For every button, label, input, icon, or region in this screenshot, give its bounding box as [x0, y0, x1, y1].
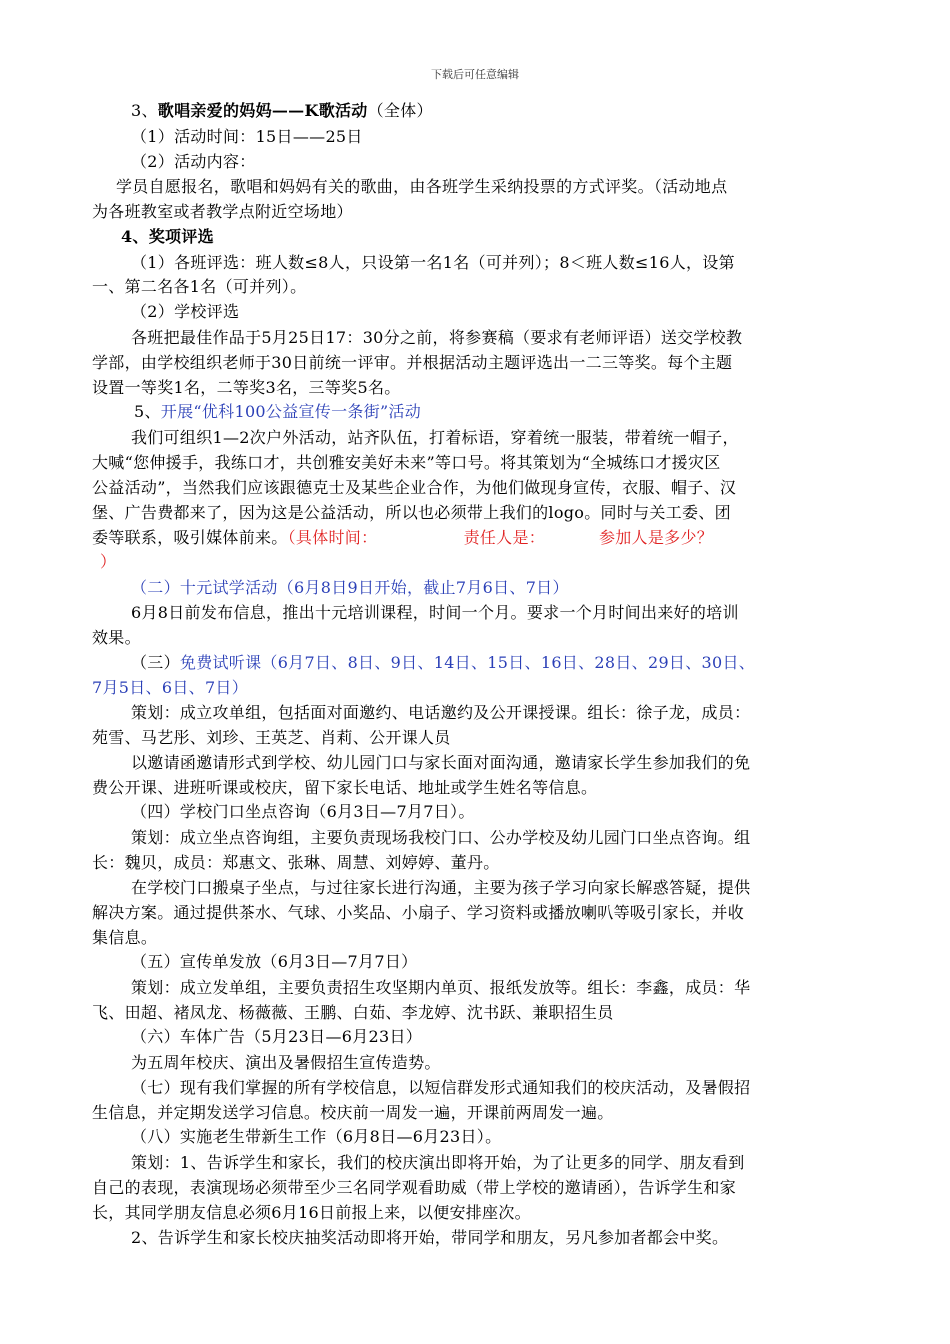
- text-segment: 一、第二名各1名（可并列）。: [92, 277, 307, 296]
- text-line: [131, 603, 739, 623]
- text-line: [131, 1127, 501, 1147]
- text-segment: 堡、广告费都来了，因为这是公益活动，所以也必须带上我们的logo。同时与关工委、团: [92, 503, 731, 522]
- text-line: [92, 1178, 736, 1198]
- text-segment: 学部，由学校组织老师于30日前统一评审。并根据活动主题评选出一二三等奖。每个主题: [92, 353, 733, 372]
- text-line: [131, 1053, 441, 1073]
- text-line: [131, 127, 363, 147]
- text-line: [92, 528, 713, 548]
- text-line: [131, 703, 750, 723]
- text-line: [131, 578, 569, 598]
- text-line: [92, 378, 401, 398]
- text-line: [131, 328, 742, 348]
- text-line: [131, 828, 750, 848]
- text-line: [131, 1228, 728, 1248]
- text-line: [131, 802, 475, 822]
- text-segment: （五）宣传单发放（6月3日—7月7日）: [131, 952, 418, 971]
- text-line: [92, 1103, 614, 1123]
- text-segment: （2）活动内容：: [131, 152, 256, 171]
- text-segment: 设置一等奖1名，二等奖3名，三等奖5名。: [92, 378, 401, 397]
- text-segment: 2、告诉学生和家长校庆抽奖活动即将开始，带同学和朋友，另凡参加者都会中奖。: [131, 1228, 729, 1247]
- text-segment: 开展“优科100公益宣传一条街”活动: [160, 402, 422, 421]
- text-segment: 集信息。: [92, 928, 158, 947]
- text-line: [92, 1203, 531, 1223]
- text-line: [92, 778, 597, 798]
- text-segment: 策划：成立坐点咨询组，主要负责现场我校门口、公办学校及幼儿园门口坐点咨询。组: [131, 828, 751, 847]
- text-segment: 公益活动”，当然我们应该跟德克士及某些企业合作，为他们做现身宣传，衣服、帽子、汉: [92, 478, 737, 497]
- text-line: [92, 277, 306, 297]
- text-segment: 我们可组织1—2次户外活动，站齐队伍，打着标语，穿着统一服装，带着统一帽子，: [131, 428, 739, 447]
- text-segment: 长：魏贝，成员：郑惠文、张琳、周慧、刘婷婷、董丹。: [92, 853, 500, 872]
- text-segment: 费公开课、进班听课或校庆，留下家长电话、地址或学生姓名等信息。: [92, 778, 598, 797]
- text-segment: 长，其同学朋友信息必须6月16日前报上来，以便安排座次。: [92, 1203, 531, 1222]
- text-line: [131, 101, 433, 121]
- page-header: 下载后可任意编辑: [431, 68, 519, 81]
- text-segment: 歌唱亲爱的妈妈——K歌活动: [157, 101, 368, 120]
- text-line: [131, 152, 256, 172]
- text-segment: （1）活动时间：15日——25日: [131, 127, 363, 146]
- text-line: [131, 952, 417, 972]
- text-line: [92, 353, 732, 373]
- text-segment: 4、奖项评选: [121, 227, 214, 246]
- text-segment: （四）学校门口坐点咨询（6月3日—7月7日）。: [131, 802, 475, 821]
- text-line: [131, 428, 739, 448]
- text-segment: 苑雪、马艺彤、刘珍、王英芝、肖莉、公开课人员: [92, 728, 451, 747]
- text-segment: 为各班教室或者教学点附近空场地）: [92, 202, 353, 221]
- text-segment: 6月8日前发布信息，推出十元培训课程，时间一个月。要求一个月时间出来好的培训: [131, 603, 739, 622]
- text-segment: 策划：成立发单组，主要负责招生攻坚期内单页、报纸发放等。组长：李鑫，成员：华: [131, 978, 751, 997]
- text-segment: 策划：成立攻单组，包括面对面邀约、电话邀约及公开课授课。组长：徐子龙，成员：: [131, 703, 751, 722]
- text-segment: 解决方案。通过提供茶水、气球、小奖品、小扇子、学习资料或播放喇叭等吸引家长，并收: [92, 903, 745, 922]
- text-line: [92, 928, 157, 948]
- text-line: [92, 628, 141, 648]
- text-segment: 在学校门口搬桌子坐点，与过往家长进行沟通，主要为孩子学习向家长解惑答疑，提供: [131, 878, 751, 897]
- text-segment: 自己的表现，表演现场必须带至少三名同学观看助威（带上学校的邀请函），告诉学生和家: [92, 1178, 737, 1197]
- text-segment: 效果。: [92, 628, 141, 647]
- text-line: [134, 402, 421, 422]
- text-segment: 生信息，并定期发送学习信息。校庆前一周发一遍，开课前两周发一遍。: [92, 1103, 614, 1122]
- text-line: [92, 453, 721, 473]
- text-segment: 7月5日、6日、7日）: [92, 678, 249, 697]
- text-segment: 3、: [131, 101, 158, 120]
- text-segment: （六）车体广告（5月23日—6月23日）: [131, 1027, 423, 1046]
- text-segment: （七）现有我们掌握的所有学校信息，以短信群发形式通知我们的校庆活动，及暑假招: [131, 1078, 751, 1097]
- text-line: [131, 302, 239, 322]
- text-segment: 免费试听课（6月7日、8日、9日、14日、15日、16日、28日、29日、30日、: [179, 653, 756, 672]
- text-line: [131, 253, 735, 273]
- text-line: [131, 1153, 745, 1173]
- text-line: [92, 678, 248, 698]
- text-line: [131, 653, 755, 673]
- text-line: [131, 1078, 750, 1098]
- text-segment: 学员自愿报名，歌唱和妈妈有关的歌曲，由各班学生采纳投票的方式评奖。（活动地点: [116, 177, 728, 196]
- text-line: [131, 878, 750, 898]
- text-segment: 5、: [134, 402, 161, 421]
- text-line: [131, 978, 750, 998]
- text-line: [131, 1027, 422, 1047]
- text-segment: （全体）: [367, 101, 433, 120]
- text-segment: 飞、田超、褚凤龙、杨薇薇、王鹏、白茹、李龙婷、沈书跃、兼职招生员: [92, 1003, 614, 1022]
- text-segment: （八）实施老生带新生工作（6月8日—6月23日）。: [131, 1127, 502, 1146]
- text-line: [92, 728, 451, 748]
- text-line: [131, 753, 750, 773]
- text-line: [121, 227, 214, 247]
- text-line: [92, 903, 744, 923]
- text-line: [100, 552, 116, 572]
- text-segment: 策划：1、告诉学生和家长，我们的校庆演出即将开始，为了让更多的同学、朋友看到: [131, 1153, 745, 1172]
- text-segment: 各班把最佳作品于5月25日17：30分之前，将参赛稿（要求有老师评语）送交学校教: [131, 328, 743, 347]
- text-line: [92, 202, 353, 222]
- text-segment: 委等联系，吸引媒体前来。: [92, 528, 288, 547]
- text-segment: ）: [100, 552, 117, 571]
- text-line: [92, 1003, 614, 1023]
- text-line: [92, 478, 736, 498]
- text-line: [92, 853, 500, 873]
- text-segment: 大喊“您伸援手，我练口才，共创雅安美好未来”等口号。将其策划为“全城练口才援灾区: [92, 453, 721, 472]
- text-segment: 为五周年校庆、演出及暑假招生宣传造势。: [131, 1053, 441, 1072]
- text-segment: （2）学校评选: [131, 302, 240, 321]
- text-segment: （三）: [131, 653, 180, 672]
- text-segment: （1）各班评选：班人数≤8人，只设第一名1名（可并列）；8＜班人数≤16人，设第: [131, 253, 735, 272]
- text-line: [92, 503, 731, 523]
- text-segment: 以邀请函邀请形式到学校、幼儿园门口与家长面对面沟通，邀请家长学生参加我们的免: [131, 753, 751, 772]
- text-segment: （二）十元试学活动（6月8日9日开始，截止7月6日、7日）: [131, 578, 569, 597]
- text-segment: （具体时间： 责任人是： 参加人是多少？: [287, 528, 714, 547]
- text-line: [116, 177, 727, 197]
